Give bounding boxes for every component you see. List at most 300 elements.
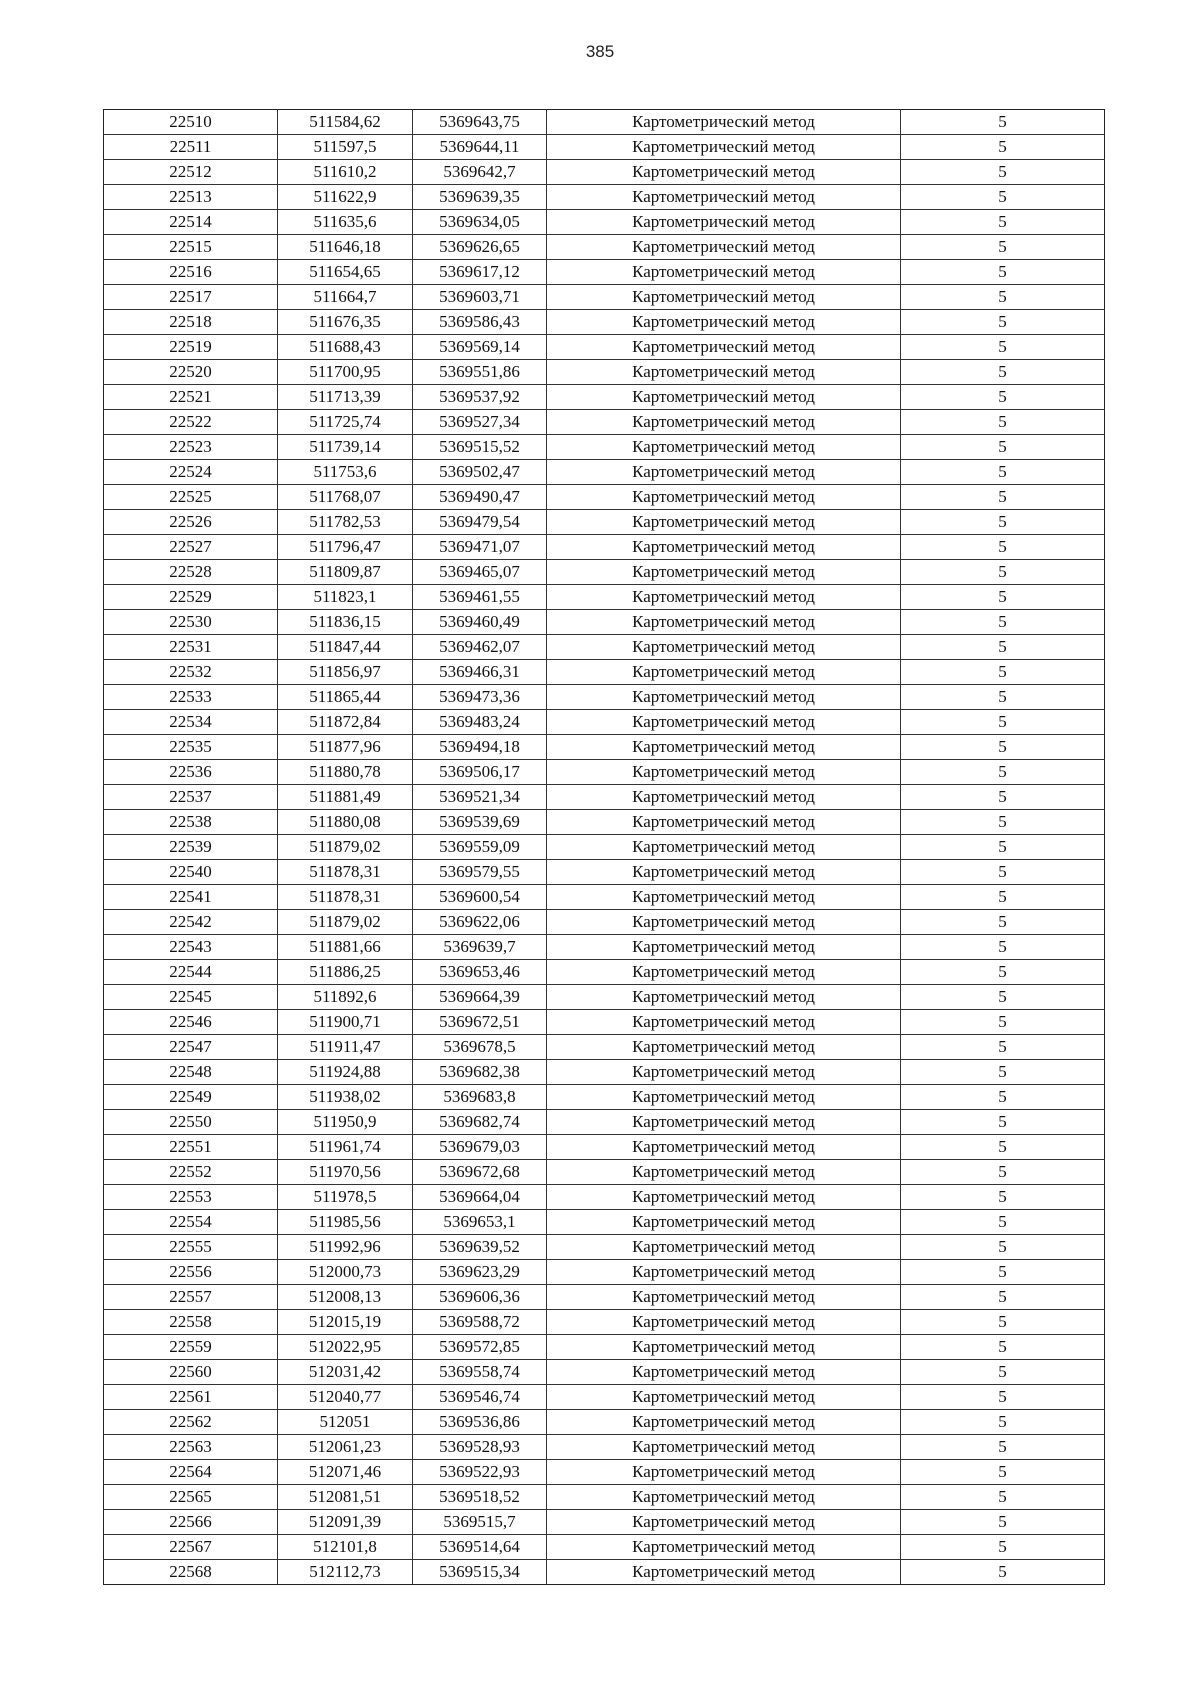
point-number-cell: 22566 — [104, 1510, 278, 1535]
method-cell: Картометрический метод — [547, 185, 901, 210]
point-number-cell: 22568 — [104, 1560, 278, 1585]
y-coordinate-cell: 5369639,7 — [413, 935, 547, 960]
accuracy-cell: 5 — [901, 1160, 1105, 1185]
y-coordinate-cell: 5369678,5 — [413, 1035, 547, 1060]
y-coordinate-cell: 5369539,69 — [413, 810, 547, 835]
point-number-cell: 22553 — [104, 1185, 278, 1210]
y-coordinate-cell: 5369559,09 — [413, 835, 547, 860]
x-coordinate-cell: 511646,18 — [278, 235, 413, 260]
table-row — [104, 860, 1105, 885]
point-number-cell: 22554 — [104, 1210, 278, 1235]
x-coordinate-cell: 511610,2 — [278, 160, 413, 185]
point-number-cell: 22550 — [104, 1110, 278, 1135]
method-cell: Картометрический метод — [547, 685, 901, 710]
accuracy-cell: 5 — [901, 1085, 1105, 1110]
method-cell: Картометрический метод — [547, 1560, 901, 1585]
accuracy-cell: 5 — [901, 1285, 1105, 1310]
method-cell: Картометрический метод — [547, 660, 901, 685]
accuracy-cell: 5 — [901, 810, 1105, 835]
y-coordinate-cell: 5369515,34 — [413, 1560, 547, 1585]
x-coordinate-cell: 511881,66 — [278, 935, 413, 960]
accuracy-cell: 5 — [901, 1410, 1105, 1435]
accuracy-cell: 5 — [901, 485, 1105, 510]
accuracy-cell: 5 — [901, 1560, 1105, 1585]
x-coordinate-cell: 512112,73 — [278, 1560, 413, 1585]
table-row — [104, 335, 1105, 360]
y-coordinate-cell: 5369642,7 — [413, 160, 547, 185]
point-number-cell: 22555 — [104, 1235, 278, 1260]
table-row — [104, 1135, 1105, 1160]
y-coordinate-cell: 5369462,07 — [413, 635, 547, 660]
accuracy-cell: 5 — [901, 1185, 1105, 1210]
table-row — [104, 210, 1105, 235]
accuracy-cell: 5 — [901, 785, 1105, 810]
table-row — [104, 1310, 1105, 1335]
point-number-cell: 22526 — [104, 510, 278, 535]
point-number-cell: 22557 — [104, 1285, 278, 1310]
method-cell: Картометрический метод — [547, 410, 901, 435]
y-coordinate-cell: 5369514,64 — [413, 1535, 547, 1560]
x-coordinate-cell: 512101,8 — [278, 1535, 413, 1560]
accuracy-cell: 5 — [901, 910, 1105, 935]
accuracy-cell: 5 — [901, 1435, 1105, 1460]
y-coordinate-cell: 5369664,04 — [413, 1185, 547, 1210]
point-number-cell: 22565 — [104, 1485, 278, 1510]
table-row — [104, 960, 1105, 985]
accuracy-cell: 5 — [901, 660, 1105, 685]
x-coordinate-cell: 511836,15 — [278, 610, 413, 635]
method-cell: Картометрический метод — [547, 910, 901, 935]
table-row — [104, 1535, 1105, 1560]
x-coordinate-cell: 512031,42 — [278, 1360, 413, 1385]
y-coordinate-cell: 5369527,34 — [413, 410, 547, 435]
y-coordinate-cell: 5369490,47 — [413, 485, 547, 510]
accuracy-cell: 5 — [901, 685, 1105, 710]
x-coordinate-cell: 511753,6 — [278, 460, 413, 485]
method-cell: Картометрический метод — [547, 585, 901, 610]
accuracy-cell: 5 — [901, 335, 1105, 360]
coordinates-table — [103, 109, 1105, 1585]
point-number-cell: 22530 — [104, 610, 278, 635]
table-row — [104, 1335, 1105, 1360]
point-number-cell: 22551 — [104, 1135, 278, 1160]
method-cell: Картометрический метод — [547, 110, 901, 135]
coordinates-table-body — [104, 110, 1105, 1585]
accuracy-cell: 5 — [901, 985, 1105, 1010]
y-coordinate-cell: 5369634,05 — [413, 210, 547, 235]
table-row — [104, 1110, 1105, 1135]
x-coordinate-cell: 511892,6 — [278, 985, 413, 1010]
method-cell: Картометрический метод — [547, 210, 901, 235]
table-row — [104, 510, 1105, 535]
x-coordinate-cell: 511664,7 — [278, 285, 413, 310]
method-cell: Картометрический метод — [547, 1335, 901, 1360]
method-cell: Картометрический метод — [547, 860, 901, 885]
table-row — [104, 1235, 1105, 1260]
method-cell: Картометрический метод — [547, 810, 901, 835]
point-number-cell: 22514 — [104, 210, 278, 235]
point-number-cell: 22529 — [104, 585, 278, 610]
point-number-cell: 22563 — [104, 1435, 278, 1460]
x-coordinate-cell: 511900,71 — [278, 1010, 413, 1035]
method-cell: Картометрический метод — [547, 1185, 901, 1210]
y-coordinate-cell: 5369461,55 — [413, 585, 547, 610]
point-number-cell: 22560 — [104, 1360, 278, 1385]
table-row — [104, 835, 1105, 860]
x-coordinate-cell: 511938,02 — [278, 1085, 413, 1110]
point-number-cell: 22515 — [104, 235, 278, 260]
x-coordinate-cell: 511713,39 — [278, 385, 413, 410]
accuracy-cell: 5 — [901, 760, 1105, 785]
accuracy-cell: 5 — [901, 1035, 1105, 1060]
table-row — [104, 260, 1105, 285]
accuracy-cell: 5 — [901, 610, 1105, 635]
table-row — [104, 1560, 1105, 1585]
table-row — [104, 1460, 1105, 1485]
accuracy-cell: 5 — [901, 235, 1105, 260]
y-coordinate-cell: 5369558,74 — [413, 1360, 547, 1385]
x-coordinate-cell: 512081,51 — [278, 1485, 413, 1510]
table-row — [104, 1035, 1105, 1060]
accuracy-cell: 5 — [901, 460, 1105, 485]
accuracy-cell: 5 — [901, 885, 1105, 910]
y-coordinate-cell: 5369682,74 — [413, 1110, 547, 1135]
table-row — [104, 1260, 1105, 1285]
point-number-cell: 22516 — [104, 260, 278, 285]
x-coordinate-cell: 511856,97 — [278, 660, 413, 685]
method-cell: Картометрический метод — [547, 1285, 901, 1310]
point-number-cell: 22564 — [104, 1460, 278, 1485]
x-coordinate-cell: 511880,78 — [278, 760, 413, 785]
table-row — [104, 485, 1105, 510]
y-coordinate-cell: 5369536,86 — [413, 1410, 547, 1435]
method-cell: Картометрический метод — [547, 1235, 901, 1260]
point-number-cell: 22534 — [104, 710, 278, 735]
method-cell: Картометрический метод — [547, 135, 901, 160]
y-coordinate-cell: 5369465,07 — [413, 560, 547, 585]
table-row — [104, 885, 1105, 910]
point-number-cell: 22517 — [104, 285, 278, 310]
accuracy-cell: 5 — [901, 160, 1105, 185]
point-number-cell: 22556 — [104, 1260, 278, 1285]
x-coordinate-cell: 511676,35 — [278, 310, 413, 335]
y-coordinate-cell: 5369586,43 — [413, 310, 547, 335]
x-coordinate-cell: 511654,65 — [278, 260, 413, 285]
method-cell: Картометрический метод — [547, 760, 901, 785]
y-coordinate-cell: 5369644,11 — [413, 135, 547, 160]
y-coordinate-cell: 5369653,1 — [413, 1210, 547, 1235]
y-coordinate-cell: 5369537,92 — [413, 385, 547, 410]
accuracy-cell: 5 — [901, 360, 1105, 385]
y-coordinate-cell: 5369600,54 — [413, 885, 547, 910]
method-cell: Картометрический метод — [547, 1460, 901, 1485]
y-coordinate-cell: 5369473,36 — [413, 685, 547, 710]
y-coordinate-cell: 5369606,36 — [413, 1285, 547, 1310]
method-cell: Картометрический метод — [547, 1010, 901, 1035]
table-row — [104, 310, 1105, 335]
y-coordinate-cell: 5369522,93 — [413, 1460, 547, 1485]
accuracy-cell: 5 — [901, 535, 1105, 560]
table-row — [104, 185, 1105, 210]
x-coordinate-cell: 511809,87 — [278, 560, 413, 585]
x-coordinate-cell: 512091,39 — [278, 1510, 413, 1535]
table-row — [104, 1285, 1105, 1310]
x-coordinate-cell: 511879,02 — [278, 910, 413, 935]
table-row — [104, 610, 1105, 635]
method-cell: Картометрический метод — [547, 560, 901, 585]
x-coordinate-cell: 511878,31 — [278, 885, 413, 910]
y-coordinate-cell: 5369603,71 — [413, 285, 547, 310]
y-coordinate-cell: 5369588,72 — [413, 1310, 547, 1335]
y-coordinate-cell: 5369682,38 — [413, 1060, 547, 1085]
accuracy-cell: 5 — [901, 1010, 1105, 1035]
point-number-cell: 22547 — [104, 1035, 278, 1060]
x-coordinate-cell: 511879,02 — [278, 835, 413, 860]
accuracy-cell: 5 — [901, 435, 1105, 460]
y-coordinate-cell: 5369622,06 — [413, 910, 547, 935]
table-row — [104, 760, 1105, 785]
method-cell: Картометрический метод — [547, 785, 901, 810]
point-number-cell: 22524 — [104, 460, 278, 485]
x-coordinate-cell: 511877,96 — [278, 735, 413, 760]
point-number-cell: 22562 — [104, 1410, 278, 1435]
accuracy-cell: 5 — [901, 1535, 1105, 1560]
x-coordinate-cell: 511950,9 — [278, 1110, 413, 1135]
y-coordinate-cell: 5369494,18 — [413, 735, 547, 760]
x-coordinate-cell: 511725,74 — [278, 410, 413, 435]
method-cell: Картометрический метод — [547, 1385, 901, 1410]
x-coordinate-cell: 511878,31 — [278, 860, 413, 885]
y-coordinate-cell: 5369515,7 — [413, 1510, 547, 1535]
table-row — [104, 160, 1105, 185]
accuracy-cell: 5 — [901, 1135, 1105, 1160]
point-number-cell: 22520 — [104, 360, 278, 385]
y-coordinate-cell: 5369483,24 — [413, 710, 547, 735]
method-cell: Картометрический метод — [547, 235, 901, 260]
method-cell: Картометрический метод — [547, 1310, 901, 1335]
accuracy-cell: 5 — [901, 1110, 1105, 1135]
x-coordinate-cell: 511872,84 — [278, 710, 413, 735]
table-row — [104, 585, 1105, 610]
x-coordinate-cell: 511622,9 — [278, 185, 413, 210]
point-number-cell: 22521 — [104, 385, 278, 410]
point-number-cell: 22559 — [104, 1335, 278, 1360]
table-row — [104, 1510, 1105, 1535]
y-coordinate-cell: 5369626,65 — [413, 235, 547, 260]
method-cell: Картометрический метод — [547, 285, 901, 310]
table-row — [104, 135, 1105, 160]
table-row — [104, 1385, 1105, 1410]
method-cell: Картометрический метод — [547, 885, 901, 910]
method-cell: Картометрический метод — [547, 260, 901, 285]
point-number-cell: 22541 — [104, 885, 278, 910]
x-coordinate-cell: 512040,77 — [278, 1385, 413, 1410]
accuracy-cell: 5 — [901, 585, 1105, 610]
method-cell: Картометрический метод — [547, 1210, 901, 1235]
point-number-cell: 22511 — [104, 135, 278, 160]
x-coordinate-cell: 512061,23 — [278, 1435, 413, 1460]
y-coordinate-cell: 5369502,47 — [413, 460, 547, 485]
accuracy-cell: 5 — [901, 1310, 1105, 1335]
table-row — [104, 1160, 1105, 1185]
table-row — [104, 910, 1105, 935]
x-coordinate-cell: 512022,95 — [278, 1335, 413, 1360]
table-row — [104, 285, 1105, 310]
y-coordinate-cell: 5369518,52 — [413, 1485, 547, 1510]
point-number-cell: 22519 — [104, 335, 278, 360]
accuracy-cell: 5 — [901, 260, 1105, 285]
x-coordinate-cell: 511992,96 — [278, 1235, 413, 1260]
accuracy-cell: 5 — [901, 860, 1105, 885]
table-row — [104, 560, 1105, 585]
point-number-cell: 22567 — [104, 1535, 278, 1560]
method-cell: Картометрический метод — [547, 835, 901, 860]
method-cell: Картометрический метод — [547, 360, 901, 385]
accuracy-cell: 5 — [901, 185, 1105, 210]
y-coordinate-cell: 5369672,51 — [413, 1010, 547, 1035]
accuracy-cell: 5 — [901, 1385, 1105, 1410]
method-cell: Картометрический метод — [547, 735, 901, 760]
y-coordinate-cell: 5369683,8 — [413, 1085, 547, 1110]
point-number-cell: 22536 — [104, 760, 278, 785]
y-coordinate-cell: 5369639,52 — [413, 1235, 547, 1260]
point-number-cell: 22537 — [104, 785, 278, 810]
x-coordinate-cell: 511881,49 — [278, 785, 413, 810]
y-coordinate-cell: 5369515,52 — [413, 435, 547, 460]
point-number-cell: 22527 — [104, 535, 278, 560]
table-row — [104, 1485, 1105, 1510]
method-cell: Картометрический метод — [547, 635, 901, 660]
y-coordinate-cell: 5369479,54 — [413, 510, 547, 535]
point-number-cell: 22512 — [104, 160, 278, 185]
table-row — [104, 785, 1105, 810]
accuracy-cell: 5 — [901, 135, 1105, 160]
y-coordinate-cell: 5369639,35 — [413, 185, 547, 210]
point-number-cell: 22544 — [104, 960, 278, 985]
x-coordinate-cell: 511865,44 — [278, 685, 413, 710]
table-row — [104, 935, 1105, 960]
method-cell: Картометрический метод — [547, 1435, 901, 1460]
accuracy-cell: 5 — [901, 410, 1105, 435]
accuracy-cell: 5 — [901, 210, 1105, 235]
method-cell: Картометрический метод — [547, 485, 901, 510]
method-cell: Картометрический метод — [547, 1060, 901, 1085]
y-coordinate-cell: 5369551,86 — [413, 360, 547, 385]
accuracy-cell: 5 — [901, 560, 1105, 585]
x-coordinate-cell: 511739,14 — [278, 435, 413, 460]
x-coordinate-cell: 511911,47 — [278, 1035, 413, 1060]
point-number-cell: 22510 — [104, 110, 278, 135]
table-row — [104, 435, 1105, 460]
y-coordinate-cell: 5369460,49 — [413, 610, 547, 635]
accuracy-cell: 5 — [901, 385, 1105, 410]
accuracy-cell: 5 — [901, 110, 1105, 135]
point-number-cell: 22561 — [104, 1385, 278, 1410]
y-coordinate-cell: 5369546,74 — [413, 1385, 547, 1410]
table-row — [104, 710, 1105, 735]
accuracy-cell: 5 — [901, 1260, 1105, 1285]
method-cell: Картометрический метод — [547, 960, 901, 985]
accuracy-cell: 5 — [901, 1485, 1105, 1510]
table-row — [104, 810, 1105, 835]
x-coordinate-cell: 511796,47 — [278, 535, 413, 560]
x-coordinate-cell: 511978,5 — [278, 1185, 413, 1210]
x-coordinate-cell: 512051 — [278, 1410, 413, 1435]
y-coordinate-cell: 5369653,46 — [413, 960, 547, 985]
y-coordinate-cell: 5369528,93 — [413, 1435, 547, 1460]
accuracy-cell: 5 — [901, 1510, 1105, 1535]
method-cell: Картометрический метод — [547, 985, 901, 1010]
x-coordinate-cell: 511688,43 — [278, 335, 413, 360]
point-number-cell: 22531 — [104, 635, 278, 660]
x-coordinate-cell: 511768,07 — [278, 485, 413, 510]
y-coordinate-cell: 5369664,39 — [413, 985, 547, 1010]
method-cell: Картометрический метод — [547, 160, 901, 185]
point-number-cell: 22548 — [104, 1060, 278, 1085]
method-cell: Картометрический метод — [547, 335, 901, 360]
method-cell: Картометрический метод — [547, 1085, 901, 1110]
method-cell: Картометрический метод — [547, 610, 901, 635]
method-cell: Картометрический метод — [547, 1160, 901, 1185]
accuracy-cell: 5 — [901, 635, 1105, 660]
table-row — [104, 385, 1105, 410]
point-number-cell: 22533 — [104, 685, 278, 710]
x-coordinate-cell: 512015,19 — [278, 1310, 413, 1335]
point-number-cell: 22538 — [104, 810, 278, 835]
x-coordinate-cell: 511584,62 — [278, 110, 413, 135]
method-cell: Картометрический метод — [547, 535, 901, 560]
accuracy-cell: 5 — [901, 1335, 1105, 1360]
table-row — [104, 1360, 1105, 1385]
point-number-cell: 22539 — [104, 835, 278, 860]
method-cell: Картометрический метод — [547, 1535, 901, 1560]
table-row — [104, 985, 1105, 1010]
x-coordinate-cell: 511597,5 — [278, 135, 413, 160]
method-cell: Картометрический метод — [547, 1110, 901, 1135]
x-coordinate-cell: 512000,73 — [278, 1260, 413, 1285]
point-number-cell: 22535 — [104, 735, 278, 760]
method-cell: Картометрический метод — [547, 1260, 901, 1285]
x-coordinate-cell: 512071,46 — [278, 1460, 413, 1485]
method-cell: Картометрический метод — [547, 435, 901, 460]
point-number-cell: 22545 — [104, 985, 278, 1010]
accuracy-cell: 5 — [901, 1460, 1105, 1485]
accuracy-cell: 5 — [901, 1210, 1105, 1235]
method-cell: Картометрический метод — [547, 460, 901, 485]
accuracy-cell: 5 — [901, 1360, 1105, 1385]
table-row — [104, 660, 1105, 685]
y-coordinate-cell: 5369623,29 — [413, 1260, 547, 1285]
table-row — [104, 1085, 1105, 1110]
point-number-cell: 22543 — [104, 935, 278, 960]
point-number-cell: 22518 — [104, 310, 278, 335]
accuracy-cell: 5 — [901, 835, 1105, 860]
x-coordinate-cell: 512008,13 — [278, 1285, 413, 1310]
method-cell: Картометрический метод — [547, 710, 901, 735]
y-coordinate-cell: 5369572,85 — [413, 1335, 547, 1360]
point-number-cell: 22522 — [104, 410, 278, 435]
table-row — [104, 1210, 1105, 1235]
table-row — [104, 685, 1105, 710]
y-coordinate-cell: 5369672,68 — [413, 1160, 547, 1185]
point-number-cell: 22528 — [104, 560, 278, 585]
point-number-cell: 22546 — [104, 1010, 278, 1035]
y-coordinate-cell: 5369506,17 — [413, 760, 547, 785]
method-cell: Картометрический метод — [547, 510, 901, 535]
y-coordinate-cell: 5369466,31 — [413, 660, 547, 685]
method-cell: Картометрический метод — [547, 1135, 901, 1160]
accuracy-cell: 5 — [901, 510, 1105, 535]
